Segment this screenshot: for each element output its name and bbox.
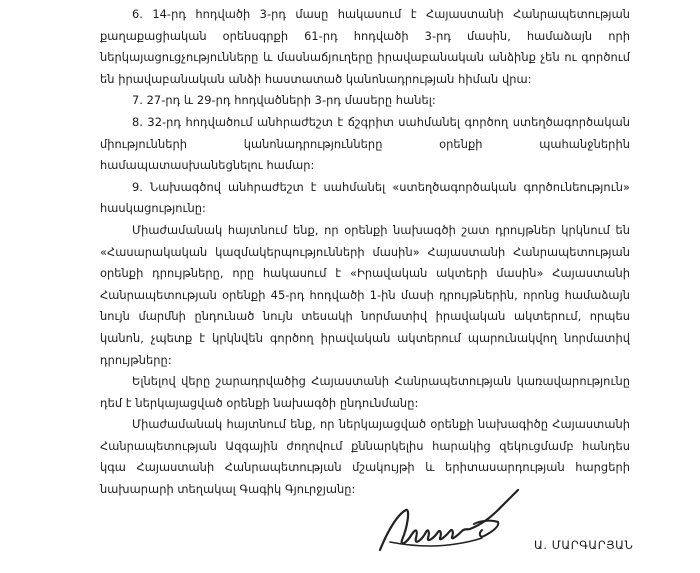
signer-name: Ա. ՄԱՐԳԱՐՅԱՆ (534, 538, 634, 552)
paragraph-repetition-note: Միաժամանակ հայտնում ենք, որ օրենքի նախագծի շատ դրույթներ կրկնում են «Հասարակական կազմակերպությունների մասին» Հայաստանի Հանրապետության օրենքի դրույթները, որը հակասում է «Իրավական ակտերի մասին» Հայաստանի Հանրապետության օրենքի 45-րդ հոդվածի 1-ին մասի դրույթներին, որոնց համաձայն նույն մարմնի ընդունած նույն տեսակի նորմատիվ իրավական ակտերում, որպես կանոն, չպետք է կրկնվեն գործող իրավական ակտերում պարունակվող նորմատիվ դրույթները: (100, 222, 630, 367)
document-body (100, 4, 630, 501)
paragraph-co-rapporteur: Միաժամանակ հայտնում ենք, որ ներկայացված օրենքի նախագիծը Հայաստանի Հանրապետության Ազգային ժողովում քննարկելիս հարակից զեկուցմամբ հանդես կգա Հայաստանի Հանրապետության մշակույթի և երիտասարդության հարցերի նախարարի տեղակալ Գագիկ Գյուրջյանը: (100, 417, 630, 497)
paragraph-item-8: 8. 32-րդ հոդվածում անհրաժեշտ է ճշգրիտ սահմանել գործող ստեղծագործական միությունների կանոնադրությունները օրենքի պահանջներին համապատասխանեցնելու համար: (100, 114, 630, 173)
paragraph-item-7: 7. 27-րդ և 29-րդ հոդվածների 3-րդ մասերը հանել: (132, 93, 436, 108)
paragraph-government-position: Ելնելով վերը շարադրվածից Հայաստանի Հանրապետության կառավարությունը դեմ է ներկայացված օրենքի նախագծի ընդունմանը: (100, 374, 630, 410)
signature-block (370, 480, 670, 560)
handwritten-signature (370, 480, 520, 560)
paragraph-item-6: 6. 14-րդ հոդվածի 3-րդ մասը հակասում է Հայաստանի Հանրապետության քաղաքացիական օրենսգրքի 61-րդ հոդվածի 3-րդ մասին, համաձայն որի ներկայացուցչությունները և մասնաճյուղերը իրավաբանական անձինք չեն ու գործում են իրավաբանական անձի հաստատած կանոնադրության հիման վրա: (100, 7, 630, 86)
paragraph-item-9: 9. Նախագծով անհրաժեշտ է սահմանել «ստեղծագործական գործունեություն» հասկացությունը: (100, 179, 630, 216)
